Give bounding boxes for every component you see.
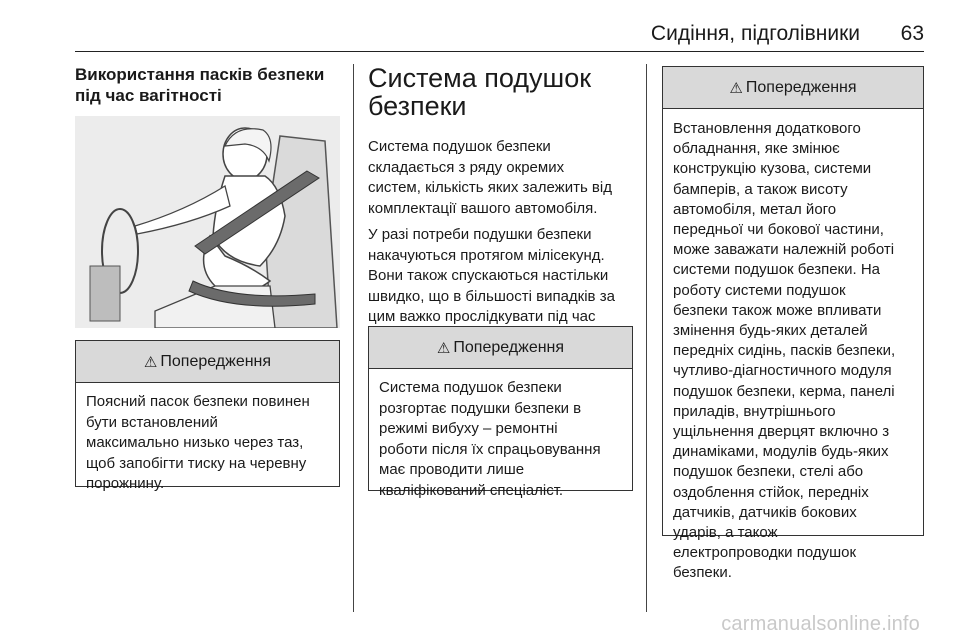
warning-body	[369, 369, 632, 509]
column-1	[75, 64, 340, 106]
warning-line: обладнання, яке змінює	[673, 140, 840, 158]
warning-header	[369, 327, 632, 369]
heading-line: Використання пасків безпеки	[75, 65, 325, 84]
warning-line: системи подушок безпеки. На	[673, 261, 881, 279]
warning-line: подушок безпеки, стелі або	[673, 463, 864, 481]
warning-line: подушок безпеки, керма, панелі	[673, 382, 895, 400]
paragraph	[368, 137, 633, 219]
text-line: складається з ряду окремих	[368, 158, 565, 176]
warning-line: порожнину.	[86, 475, 165, 492]
warning-line: чутливо-діагностичного модуля	[673, 362, 892, 380]
warning-line: електропроводки подушок	[673, 544, 857, 562]
warning-title: Попередження	[160, 352, 272, 370]
text-line: систем, кількість яких залежить від	[368, 179, 612, 196]
warning-line: змінення будь-яких деталей	[673, 322, 868, 340]
heading-line: безпеки	[368, 91, 467, 121]
warning-title: Попередження	[745, 78, 857, 96]
warning-line: щоб запобігти тиску на черевну	[86, 454, 307, 472]
warning-line: може заважати належній роботі	[673, 241, 895, 259]
warning-line: бамперів, а також висоту	[673, 180, 848, 198]
pregnancy-heading	[75, 64, 340, 106]
column-divider	[646, 64, 647, 612]
watermark: carmanualsonline.info	[721, 613, 920, 635]
warning-line: режимі вибуху – ремонтні	[379, 420, 558, 437]
text-line: комплектації вашого автомобіля.	[368, 199, 598, 217]
warning-line: роботу системи подушок	[673, 281, 846, 299]
text-line: швидко, що в більшості випадків за	[368, 287, 615, 305]
steering-column	[90, 266, 120, 321]
warning-header	[663, 67, 923, 109]
seatbelt-illustration-svg	[75, 116, 340, 328]
heading-line: під час вагітності	[75, 86, 222, 105]
page-number: 63	[900, 22, 924, 45]
warning-line: розгортає подушки безпеки в	[379, 399, 582, 417]
warning-header	[76, 341, 339, 383]
warning-line: максимально низько через таз,	[86, 434, 304, 451]
warning-triangle-icon: ⚠	[436, 339, 451, 357]
page-header	[0, 0, 960, 56]
warning-body	[76, 383, 339, 503]
warning-body	[663, 109, 923, 592]
warning-line: кваліфікований спеціаліст.	[379, 481, 564, 499]
warning-line: Система подушок безпеки	[379, 379, 562, 396]
column-divider	[353, 64, 354, 612]
warning-line: передніх сидінь, пасків безпеки,	[673, 342, 896, 360]
warning-line: роботи після їх спрацьовування	[379, 440, 601, 458]
warning-line: динаміками, модулів будь-яких	[673, 443, 889, 461]
text-line: накачуються протягом мілісекунд.	[368, 246, 605, 264]
warning-title: Попередження	[453, 338, 565, 356]
warning-line: оздоблення стійок, передніх	[673, 483, 869, 501]
warning-line: має проводити лише	[379, 461, 525, 478]
column-2	[368, 64, 633, 348]
warning-line: ударів, а також	[673, 524, 778, 542]
warning-line: передньої чи бокової частини,	[673, 221, 884, 239]
warning-line: автомобіля, метал його	[673, 200, 837, 218]
warning-line: Поясний пасок безпеки повинен	[86, 393, 310, 410]
warning-line: Встановлення додаткового	[673, 120, 861, 137]
warning-line: ущільнення дверцят включно з	[673, 423, 890, 441]
warning-line: конструкцію кузова, системи	[673, 160, 872, 178]
text-line: Вони також спускаються настільки	[368, 267, 609, 284]
warning-triangle-icon: ⚠	[143, 353, 158, 371]
warning-line: датчиків, датчиків бокових	[673, 503, 857, 521]
warning-triangle-icon: ⚠	[729, 79, 743, 97]
warning-line: приладів, внутрішнього	[673, 402, 836, 420]
heading-line: Система подушок	[368, 63, 592, 93]
text-line: У разі потреби подушки безпеки	[368, 226, 592, 243]
section-title: Сидіння, підголівники	[650, 22, 860, 45]
pregnant-woman-seatbelt-illustration	[75, 116, 340, 328]
airbag-system-heading	[368, 64, 633, 120]
warning-box-modifications	[662, 66, 924, 582]
text-line: Система подушок безпеки	[368, 138, 551, 155]
warning-line: безпеки також може впливати	[673, 301, 882, 319]
warning-line: бути встановлений	[86, 413, 218, 431]
text-line: цим важко прослідкувати під час	[368, 308, 596, 325]
warning-line: безпеки.	[673, 564, 732, 582]
header-rule	[75, 51, 924, 52]
warning-box-airbag-repair	[368, 326, 633, 499]
warning-box-pregnancy	[75, 340, 340, 492]
